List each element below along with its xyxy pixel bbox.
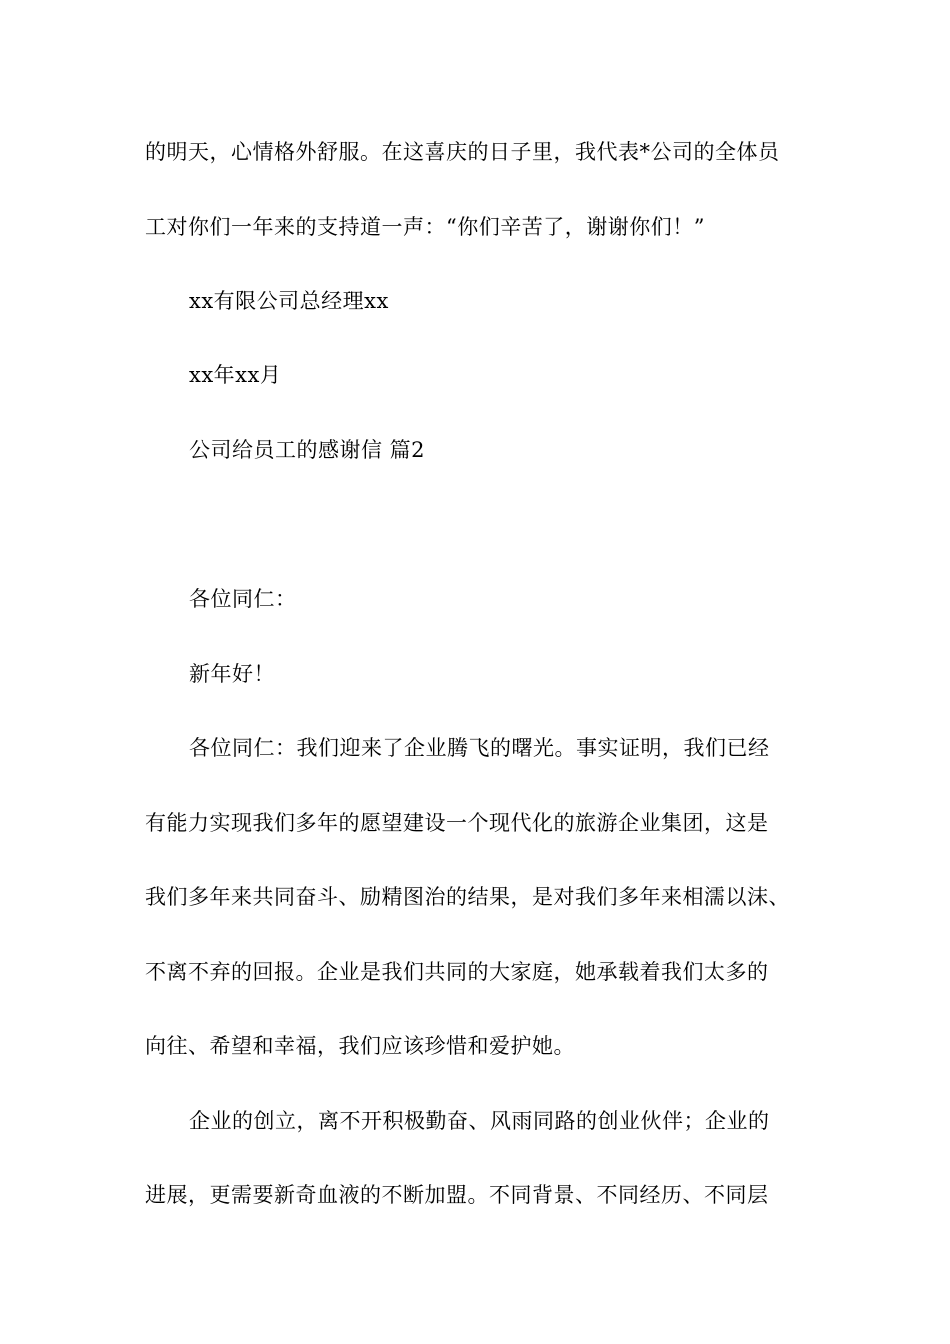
section-heading: 公司给员工的感谢信 篇2 [189,438,426,462]
paragraph-1-line-5: 向往、希望和幸福，我们应该珍惜和爱护她。 [145,1034,575,1058]
paragraph-1-line-3: 我们多年来共同奋斗、励精图治的结果，是对我们多年来相濡以沫、 [145,885,790,909]
paragraph-1-line-1: 各位同仁：我们迎来了企业腾飞的曙光。事实证明，我们已经 [189,736,770,760]
paragraph-1-line-4: 不离不弃的回报。企业是我们共同的大家庭，她承载着我们太多的 [145,960,769,984]
paragraph-2-line-1: 企业的创立，离不开积极勤奋、风雨同路的创业伙伴；企业的 [189,1109,770,1133]
paragraph-1-line-2: 有能力实现我们多年的愿望建设一个现代化的旅游企业集团，这是 [145,811,769,835]
salutation: 各位同仁： [189,587,297,611]
body-line-2: 工对你们一年来的支持道一声：“你们辛苦了，谢谢你们！” [145,215,705,239]
signature-company: xx有限公司总经理xx [189,289,389,313]
body-line-1: 的明天，心情格外舒服。在这喜庆的日子里，我代表*公司的全体员 [145,140,780,164]
paragraph-2-line-2: 进展，更需要新奇血液的不断加盟。不同背景、不同经历、不同层 [145,1183,769,1207]
signature-date: xx年xx月 [189,363,282,387]
greeting: 新年好！ [189,662,275,686]
